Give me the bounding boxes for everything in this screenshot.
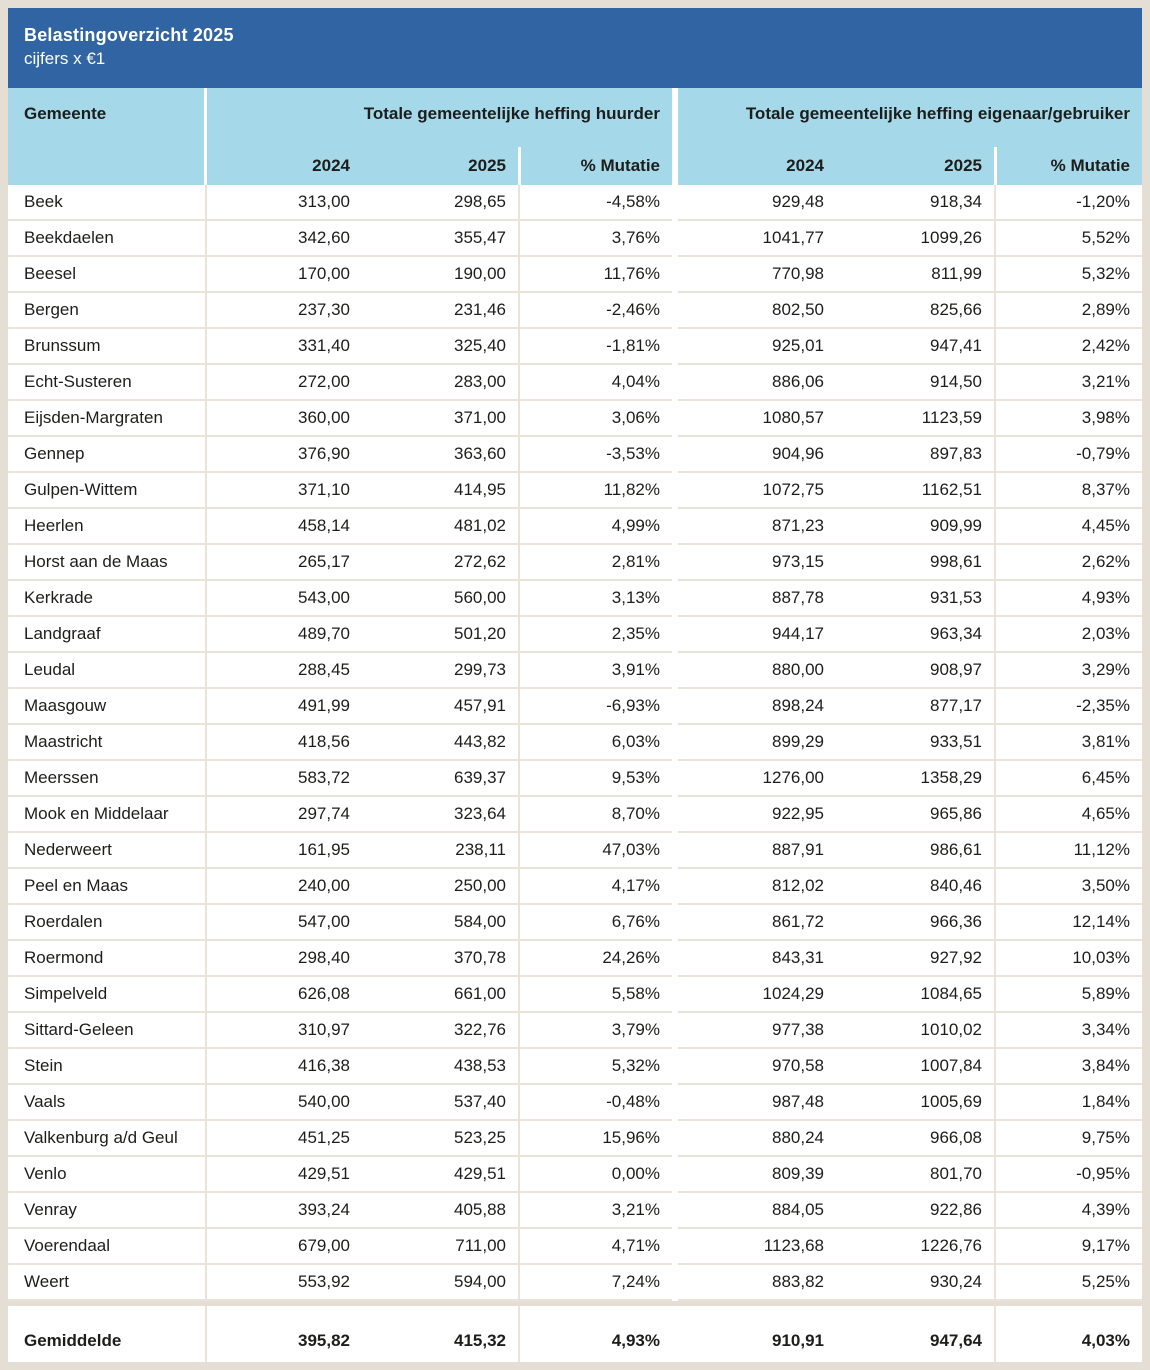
- huurder-2024-cell: 313,00: [207, 185, 362, 221]
- eigenaar-mutatie-cell: 9,75%: [994, 1121, 1142, 1157]
- eigenaar-2024-cell: 904,96: [678, 437, 836, 473]
- eigenaar-2024-cell: 884,05: [678, 1193, 836, 1229]
- gemeente-cell: Venray: [8, 1193, 207, 1229]
- eigenaar-mutatie-cell: 5,89%: [994, 977, 1142, 1013]
- eigenaar-mutatie-cell: 3,34%: [994, 1013, 1142, 1049]
- table-row: [8, 617, 1142, 653]
- gemeente-cell: Bergen: [8, 293, 207, 329]
- eigenaar-2025-cell: 918,34: [836, 185, 994, 221]
- huurder-mutatie-cell: -2,46%: [518, 293, 672, 329]
- eigenaar-2024-cell: 887,78: [678, 581, 836, 617]
- eigenaar-2025-cell: 927,92: [836, 941, 994, 977]
- title-bar: [8, 8, 1142, 88]
- page-subtitle: cijfers x €1: [24, 49, 106, 68]
- eigenaar-mutatie-cell: 1,84%: [994, 1085, 1142, 1121]
- huurder-2025-cell: 283,00: [362, 365, 518, 401]
- eigenaar-mutatie-cell: 12,14%: [994, 905, 1142, 941]
- gemeente-cell: Vaals: [8, 1085, 207, 1121]
- gemeente-cell: Echt-Susteren: [8, 365, 207, 401]
- huurder-2025-cell: 481,02: [362, 509, 518, 545]
- eigenaar-mutatie-cell: 6,45%: [994, 761, 1142, 797]
- table-row: [8, 797, 1142, 833]
- huurder-mutatie-cell: 3,06%: [518, 401, 672, 437]
- eigenaar-2025-cell: 825,66: [836, 293, 994, 329]
- eigenaar-2025-cell: 1162,51: [836, 473, 994, 509]
- huurder-2024-cell: 547,00: [207, 905, 362, 941]
- eigenaar-mutatie-cell: 4,93%: [994, 581, 1142, 617]
- gemeente-cell: Gennep: [8, 437, 207, 473]
- eigenaar-mutatie-cell: 3,81%: [994, 725, 1142, 761]
- table-row: [8, 761, 1142, 797]
- table-row: [8, 221, 1142, 257]
- eigenaar-mutatie-cell: 10,03%: [994, 941, 1142, 977]
- huurder-2025-cell: 429,51: [362, 1157, 518, 1193]
- huurder-2025-cell: 560,00: [362, 581, 518, 617]
- eigenaar-mutatie-cell: 2,89%: [994, 293, 1142, 329]
- huurder-2025-cell: 231,46: [362, 293, 518, 329]
- gemeente-cell: Beek: [8, 185, 207, 221]
- gemeente-cell: Maastricht: [8, 725, 207, 761]
- huurder-2025-cell: 584,00: [362, 905, 518, 941]
- footer-gemiddelde-label: Gemiddelde: [8, 1306, 207, 1362]
- eigenaar-2024-cell: 1024,29: [678, 977, 836, 1013]
- eigenaar-2024-cell: 880,24: [678, 1121, 836, 1157]
- footer-eigenaar-mutatie-cell: 4,03%: [994, 1306, 1142, 1362]
- huurder-2025-cell: 661,00: [362, 977, 518, 1013]
- gemeente-cell: Gulpen-Wittem: [8, 473, 207, 509]
- huurder-2024-cell: 540,00: [207, 1085, 362, 1121]
- huurder-mutatie-cell: -0,48%: [518, 1085, 672, 1121]
- huurder-2024-cell: 451,25: [207, 1121, 362, 1157]
- huurder-mutatie-cell: 4,17%: [518, 869, 672, 905]
- huurder-2024-cell: 371,10: [207, 473, 362, 509]
- footer-eigenaar-2025-cell: 947,64: [836, 1306, 994, 1362]
- table-row: [8, 833, 1142, 869]
- huurder-mutatie-cell: 5,58%: [518, 977, 672, 1013]
- eigenaar-2024-cell: 802,50: [678, 293, 836, 329]
- huurder-2024-cell: 376,90: [207, 437, 362, 473]
- eigenaar-2025-cell: 877,17: [836, 689, 994, 725]
- group-header-eigenaar-gebruiker: Totale gemeentelijke heffing eigenaar/gebruiker: [745, 104, 1130, 123]
- huurder-2024-cell: 543,00: [207, 581, 362, 617]
- huurder-mutatie-cell: -6,93%: [518, 689, 672, 725]
- huurder-mutatie-cell: 3,76%: [518, 221, 672, 257]
- eigenaar-2024-cell: 1072,75: [678, 473, 836, 509]
- eigenaar-2024-cell: 1276,00: [678, 761, 836, 797]
- huurder-2025-cell: 405,88: [362, 1193, 518, 1229]
- eigenaar-mutatie-cell: 4,39%: [994, 1193, 1142, 1229]
- table-body: [8, 185, 1142, 1301]
- table-row: [8, 1157, 1142, 1193]
- eigenaar-2025-cell: 909,99: [836, 509, 994, 545]
- eigenaar-mutatie-cell: 9,17%: [994, 1229, 1142, 1265]
- huurder-2024-cell: 310,97: [207, 1013, 362, 1049]
- eigenaar-mutatie-cell: 5,52%: [994, 221, 1142, 257]
- huurder-2024-cell: 360,00: [207, 401, 362, 437]
- eigenaar-2024-cell: 809,39: [678, 1157, 836, 1193]
- huurder-mutatie-cell: 6,03%: [518, 725, 672, 761]
- footer-huurder-2025-cell: 415,32: [362, 1306, 518, 1362]
- table-row: [8, 437, 1142, 473]
- table-row: [8, 1121, 1142, 1157]
- eigenaar-2024-cell: 973,15: [678, 545, 836, 581]
- eigenaar-2024-cell: 887,91: [678, 833, 836, 869]
- table-row: [8, 869, 1142, 905]
- table-row: [8, 473, 1142, 509]
- huurder-mutatie-cell: 3,91%: [518, 653, 672, 689]
- eigenaar-2025-cell: 966,08: [836, 1121, 994, 1157]
- table-header: [8, 88, 1142, 185]
- eigenaar-2025-cell: 1358,29: [836, 761, 994, 797]
- gemeente-cell: Beesel: [8, 257, 207, 293]
- eigenaar-2024-cell: 929,48: [678, 185, 836, 221]
- huurder-mutatie-cell: 3,79%: [518, 1013, 672, 1049]
- huurder-2024-cell: 418,56: [207, 725, 362, 761]
- gemeente-cell: Nederweert: [8, 833, 207, 869]
- table-row: [8, 725, 1142, 761]
- huurder-2025-cell: 639,37: [362, 761, 518, 797]
- huurder-2025-cell: 322,76: [362, 1013, 518, 1049]
- table-row: [8, 1193, 1142, 1229]
- eigenaar-2025-cell: 801,70: [836, 1157, 994, 1193]
- eigenaar-mutatie-cell: 3,84%: [994, 1049, 1142, 1085]
- huurder-2024-cell: 553,92: [207, 1265, 362, 1301]
- huurder-2025-cell: 443,82: [362, 725, 518, 761]
- eigenaar-2025-cell: 1005,69: [836, 1085, 994, 1121]
- huurder-mutatie-cell: 4,99%: [518, 509, 672, 545]
- huurder-2025-cell: 355,47: [362, 221, 518, 257]
- eigenaar-mutatie-cell: 2,42%: [994, 329, 1142, 365]
- eigenaar-2025-cell: 840,46: [836, 869, 994, 905]
- eigenaar-2025-cell: 931,53: [836, 581, 994, 617]
- eigenaar-2024-cell: 770,98: [678, 257, 836, 293]
- table-footer-row: [8, 1306, 1142, 1362]
- table-row: [8, 293, 1142, 329]
- eigenaar-mutatie-cell: 8,37%: [994, 473, 1142, 509]
- table-row: [8, 1013, 1142, 1049]
- eigenaar-2025-cell: 922,86: [836, 1193, 994, 1229]
- eigenaar-2024-cell: 922,95: [678, 797, 836, 833]
- huurder-2025-cell: 370,78: [362, 941, 518, 977]
- eigenaar-2025-cell: 966,36: [836, 905, 994, 941]
- gemeente-cell: Peel en Maas: [8, 869, 207, 905]
- huurder-2025-cell: 594,00: [362, 1265, 518, 1301]
- table-row: [8, 689, 1142, 725]
- eigenaar-2025-cell: 965,86: [836, 797, 994, 833]
- column-header-eigenaar-2025: 2025: [944, 156, 982, 175]
- eigenaar-mutatie-cell: 5,25%: [994, 1265, 1142, 1301]
- eigenaar-2024-cell: 1123,68: [678, 1229, 836, 1265]
- eigenaar-2025-cell: 1123,59: [836, 401, 994, 437]
- huurder-2025-cell: 298,65: [362, 185, 518, 221]
- huurder-2025-cell: 523,25: [362, 1121, 518, 1157]
- tax-overview-page: [8, 8, 1142, 1362]
- huurder-mutatie-cell: -1,81%: [518, 329, 672, 365]
- eigenaar-2024-cell: 898,24: [678, 689, 836, 725]
- gemeente-cell: Weert: [8, 1265, 207, 1301]
- eigenaar-2025-cell: 1007,84: [836, 1049, 994, 1085]
- eigenaar-2025-cell: 914,50: [836, 365, 994, 401]
- eigenaar-2024-cell: 925,01: [678, 329, 836, 365]
- gemeente-cell: Venlo: [8, 1157, 207, 1193]
- huurder-2024-cell: 458,14: [207, 509, 362, 545]
- eigenaar-mutatie-cell: -0,79%: [994, 437, 1142, 473]
- eigenaar-mutatie-cell: -0,95%: [994, 1157, 1142, 1193]
- gemeente-cell: Horst aan de Maas: [8, 545, 207, 581]
- table-row: [8, 977, 1142, 1013]
- column-header-eigenaar-mutatie: % Mutatie: [994, 147, 1142, 185]
- huurder-mutatie-cell: 15,96%: [518, 1121, 672, 1157]
- eigenaar-mutatie-cell: 5,32%: [994, 257, 1142, 293]
- eigenaar-2025-cell: 908,97: [836, 653, 994, 689]
- eigenaar-2025-cell: 947,41: [836, 329, 994, 365]
- huurder-mutatie-cell: 9,53%: [518, 761, 672, 797]
- table-row: [8, 545, 1142, 581]
- table-row: [8, 905, 1142, 941]
- table-row: [8, 509, 1142, 545]
- eigenaar-2025-cell: 897,83: [836, 437, 994, 473]
- column-header-gemeente: Gemeente: [8, 88, 207, 185]
- eigenaar-2025-cell: 998,61: [836, 545, 994, 581]
- huurder-mutatie-cell: 2,81%: [518, 545, 672, 581]
- table-row: [8, 1085, 1142, 1121]
- eigenaar-2024-cell: 871,23: [678, 509, 836, 545]
- eigenaar-2025-cell: 1099,26: [836, 221, 994, 257]
- huurder-2024-cell: 331,40: [207, 329, 362, 365]
- eigenaar-2024-cell: 886,06: [678, 365, 836, 401]
- huurder-2024-cell: 265,17: [207, 545, 362, 581]
- eigenaar-mutatie-cell: 3,50%: [994, 869, 1142, 905]
- huurder-mutatie-cell: 4,71%: [518, 1229, 672, 1265]
- column-header-huurder-2024: 2024: [312, 156, 350, 175]
- huurder-mutatie-cell: 6,76%: [518, 905, 672, 941]
- huurder-2025-cell: 238,11: [362, 833, 518, 869]
- eigenaar-2025-cell: 1226,76: [836, 1229, 994, 1265]
- gemeente-cell: Eijsden-Margraten: [8, 401, 207, 437]
- eigenaar-2025-cell: 1010,02: [836, 1013, 994, 1049]
- gemeente-cell: Meerssen: [8, 761, 207, 797]
- gemeente-cell: Kerkrade: [8, 581, 207, 617]
- eigenaar-mutatie-cell: 3,29%: [994, 653, 1142, 689]
- huurder-2024-cell: 170,00: [207, 257, 362, 293]
- huurder-2024-cell: 240,00: [207, 869, 362, 905]
- huurder-2025-cell: 371,00: [362, 401, 518, 437]
- huurder-mutatie-cell: 0,00%: [518, 1157, 672, 1193]
- gemeente-cell: Simpelveld: [8, 977, 207, 1013]
- huurder-2025-cell: 250,00: [362, 869, 518, 905]
- huurder-2024-cell: 272,00: [207, 365, 362, 401]
- huurder-mutatie-cell: 5,32%: [518, 1049, 672, 1085]
- eigenaar-mutatie-cell: 2,62%: [994, 545, 1142, 581]
- eigenaar-2025-cell: 963,34: [836, 617, 994, 653]
- gemeente-cell: Roerdalen: [8, 905, 207, 941]
- eigenaar-2024-cell: 812,02: [678, 869, 836, 905]
- eigenaar-2025-cell: 930,24: [836, 1265, 994, 1301]
- huurder-2025-cell: 438,53: [362, 1049, 518, 1085]
- table-row: [8, 329, 1142, 365]
- huurder-2024-cell: 342,60: [207, 221, 362, 257]
- huurder-2024-cell: 626,08: [207, 977, 362, 1013]
- huurder-2025-cell: 501,20: [362, 617, 518, 653]
- huurder-mutatie-cell: 47,03%: [518, 833, 672, 869]
- huurder-2025-cell: 537,40: [362, 1085, 518, 1121]
- column-header-huurder-mutatie: % Mutatie: [518, 147, 672, 185]
- page-title: Belastingoverzicht 2025: [24, 25, 234, 45]
- huurder-2025-cell: 457,91: [362, 689, 518, 725]
- eigenaar-2024-cell: 970,58: [678, 1049, 836, 1085]
- gemeente-cell: Sittard-Geleen: [8, 1013, 207, 1049]
- huurder-mutatie-cell: 11,76%: [518, 257, 672, 293]
- table-row: [8, 653, 1142, 689]
- huurder-2025-cell: 363,60: [362, 437, 518, 473]
- eigenaar-2025-cell: 1084,65: [836, 977, 994, 1013]
- footer-huurder-mutatie-cell: 4,93%: [518, 1306, 672, 1362]
- table-row: [8, 401, 1142, 437]
- eigenaar-2024-cell: 977,38: [678, 1013, 836, 1049]
- huurder-mutatie-cell: 2,35%: [518, 617, 672, 653]
- eigenaar-mutatie-cell: -1,20%: [994, 185, 1142, 221]
- huurder-2024-cell: 298,40: [207, 941, 362, 977]
- eigenaar-2025-cell: 986,61: [836, 833, 994, 869]
- eigenaar-mutatie-cell: 4,45%: [994, 509, 1142, 545]
- eigenaar-2024-cell: 843,31: [678, 941, 836, 977]
- table-row: [8, 1049, 1142, 1085]
- huurder-2024-cell: 237,30: [207, 293, 362, 329]
- huurder-2024-cell: 416,38: [207, 1049, 362, 1085]
- huurder-2025-cell: 272,62: [362, 545, 518, 581]
- footer-eigenaar-2024-cell: 910,91: [678, 1306, 836, 1362]
- huurder-mutatie-cell: -3,53%: [518, 437, 672, 473]
- gemeente-cell: Leudal: [8, 653, 207, 689]
- gemeente-cell: Beekdaelen: [8, 221, 207, 257]
- gemeente-cell: Stein: [8, 1049, 207, 1085]
- huurder-2025-cell: 323,64: [362, 797, 518, 833]
- eigenaar-mutatie-cell: 4,65%: [994, 797, 1142, 833]
- huurder-2025-cell: 190,00: [362, 257, 518, 293]
- huurder-mutatie-cell: 3,13%: [518, 581, 672, 617]
- huurder-2024-cell: 429,51: [207, 1157, 362, 1193]
- huurder-2024-cell: 297,74: [207, 797, 362, 833]
- table-row: [8, 185, 1142, 221]
- eigenaar-2024-cell: 899,29: [678, 725, 836, 761]
- eigenaar-mutatie-cell: 3,21%: [994, 365, 1142, 401]
- huurder-mutatie-cell: 3,21%: [518, 1193, 672, 1229]
- huurder-2024-cell: 583,72: [207, 761, 362, 797]
- huurder-mutatie-cell: 11,82%: [518, 473, 672, 509]
- huurder-mutatie-cell: 7,24%: [518, 1265, 672, 1301]
- huurder-2025-cell: 325,40: [362, 329, 518, 365]
- table-row: [8, 581, 1142, 617]
- huurder-2024-cell: 288,45: [207, 653, 362, 689]
- eigenaar-2024-cell: 1041,77: [678, 221, 836, 257]
- eigenaar-2025-cell: 933,51: [836, 725, 994, 761]
- gemeente-cell: Maasgouw: [8, 689, 207, 725]
- huurder-mutatie-cell: 8,70%: [518, 797, 672, 833]
- table-row: [8, 257, 1142, 293]
- gemeente-cell: Mook en Middelaar: [8, 797, 207, 833]
- huurder-2024-cell: 491,99: [207, 689, 362, 725]
- eigenaar-2024-cell: 883,82: [678, 1265, 836, 1301]
- huurder-2025-cell: 299,73: [362, 653, 518, 689]
- huurder-mutatie-cell: -4,58%: [518, 185, 672, 221]
- group-header-huurder: Totale gemeentelijke heffing huurder: [363, 104, 660, 123]
- gemeente-cell: Heerlen: [8, 509, 207, 545]
- eigenaar-2024-cell: 1080,57: [678, 401, 836, 437]
- table-row: [8, 941, 1142, 977]
- eigenaar-mutatie-cell: -2,35%: [994, 689, 1142, 725]
- eigenaar-2024-cell: 861,72: [678, 905, 836, 941]
- huurder-2025-cell: 711,00: [362, 1229, 518, 1265]
- gemeente-cell: Voerendaal: [8, 1229, 207, 1265]
- table-row: [8, 1265, 1142, 1301]
- huurder-2024-cell: 679,00: [207, 1229, 362, 1265]
- huurder-2024-cell: 393,24: [207, 1193, 362, 1229]
- table-row: [8, 1229, 1142, 1265]
- eigenaar-2024-cell: 987,48: [678, 1085, 836, 1121]
- eigenaar-mutatie-cell: 11,12%: [994, 833, 1142, 869]
- huurder-mutatie-cell: 24,26%: [518, 941, 672, 977]
- column-header-eigenaar-2024: 2024: [786, 156, 824, 175]
- gemeente-cell: Landgraaf: [8, 617, 207, 653]
- eigenaar-mutatie-cell: 2,03%: [994, 617, 1142, 653]
- huurder-2024-cell: 489,70: [207, 617, 362, 653]
- footer-huurder-2024-cell: 395,82: [207, 1306, 362, 1362]
- huurder-mutatie-cell: 4,04%: [518, 365, 672, 401]
- table-row: [8, 365, 1142, 401]
- huurder-2025-cell: 414,95: [362, 473, 518, 509]
- gemeente-cell: Valkenburg a/d Geul: [8, 1121, 207, 1157]
- gemeente-cell: Roermond: [8, 941, 207, 977]
- eigenaar-2025-cell: 811,99: [836, 257, 994, 293]
- gemeente-cell: Brunssum: [8, 329, 207, 365]
- eigenaar-2024-cell: 880,00: [678, 653, 836, 689]
- eigenaar-2024-cell: 944,17: [678, 617, 836, 653]
- huurder-2024-cell: 161,95: [207, 833, 362, 869]
- column-header-huurder-2025: 2025: [468, 156, 506, 175]
- eigenaar-mutatie-cell: 3,98%: [994, 401, 1142, 437]
